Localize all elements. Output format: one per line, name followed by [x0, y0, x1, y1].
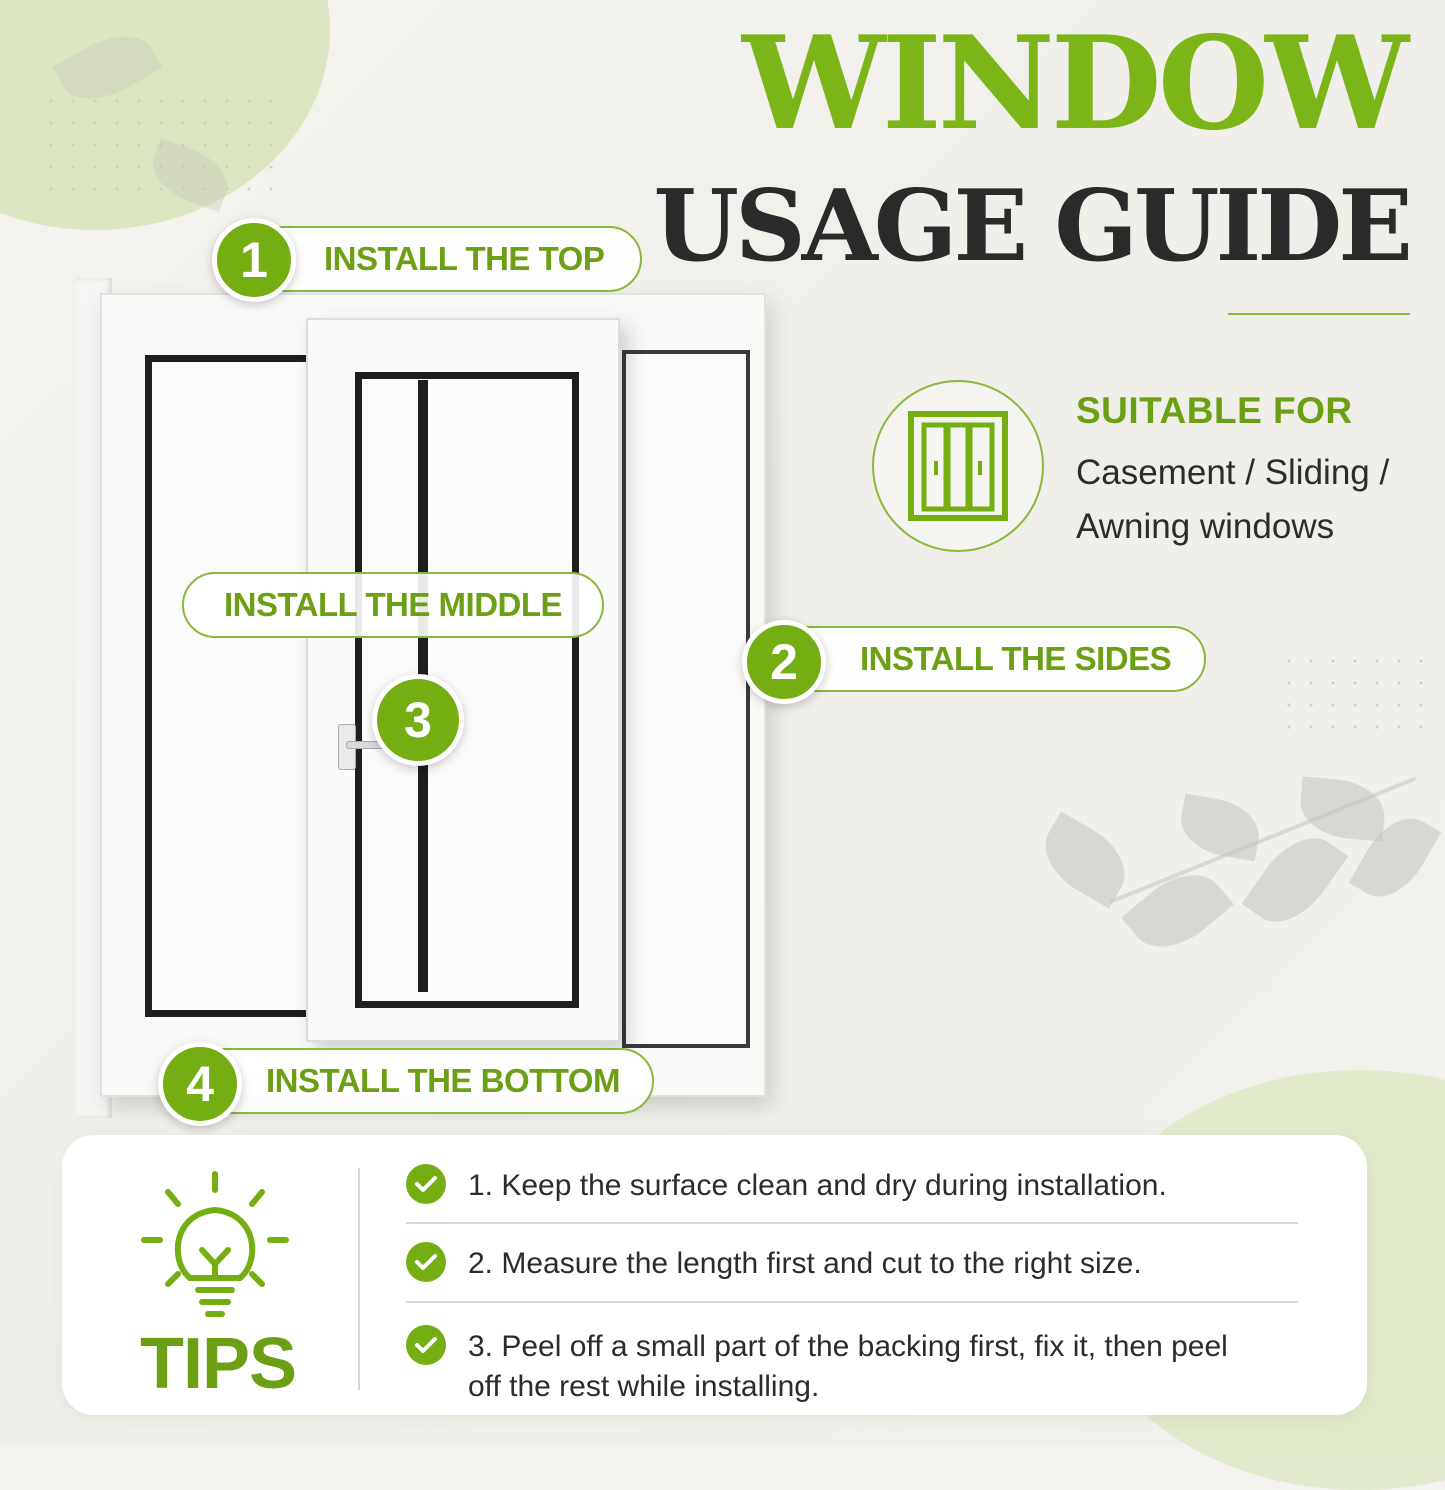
window-pane-right: [622, 350, 750, 1048]
tip-item-3: [406, 1327, 1228, 1407]
check-icon: [406, 1325, 446, 1365]
check-icon: [406, 1164, 446, 1204]
step-number-badge-3: 3: [372, 674, 464, 766]
title-line-1: WINDOW: [742, 9, 1405, 159]
tip-text-3: 3. Peel off a small part of the backing first, fix it, then peel off the rest while installing.: [468, 1330, 1228, 1403]
step-pill-3: [182, 572, 604, 638]
tip-item-1: [406, 1166, 1328, 1206]
tips-label: TIPS: [140, 1324, 297, 1404]
step-number-badge-1: 1: [212, 218, 296, 302]
step-label-3: INSTALL THE MIDDLE: [223, 586, 563, 623]
title-line-2: USAGE GUIDE: [653, 169, 1409, 284]
suitable-title: SUITABLE FOR: [1076, 390, 1353, 431]
check-icon: [406, 1242, 446, 1282]
light-bulb-icon: [140, 1170, 290, 1322]
tips-divider: [358, 1168, 360, 1390]
sliding-window-icon: [908, 411, 1008, 521]
tip-item-2: [406, 1244, 1328, 1284]
step-number-badge-2: 2: [742, 620, 826, 704]
window-pane-left: [145, 355, 315, 1017]
step-number-badge-4: 4: [158, 1042, 242, 1126]
title-underline: [1228, 313, 1410, 315]
step-label-2: INSTALL THE SIDES: [860, 640, 1172, 677]
decorative-dots-right: [1278, 650, 1428, 742]
tip-text-1: 1. Keep the surface clean and dry during installation.: [468, 1169, 1167, 1202]
step-label-1: INSTALL THE TOP: [324, 240, 605, 277]
suitable-text: Casement / Sliding / Awning windows: [1076, 453, 1390, 546]
tip-text-2: 2. Measure the length first and cut to the right size.: [468, 1247, 1142, 1280]
step-pill-4: [182, 1048, 654, 1114]
tip-separator: [406, 1301, 1298, 1303]
tip-separator: [406, 1222, 1298, 1224]
step-pill-2: [766, 626, 1206, 692]
step-label-4: INSTALL THE BOTTOM: [266, 1062, 620, 1099]
